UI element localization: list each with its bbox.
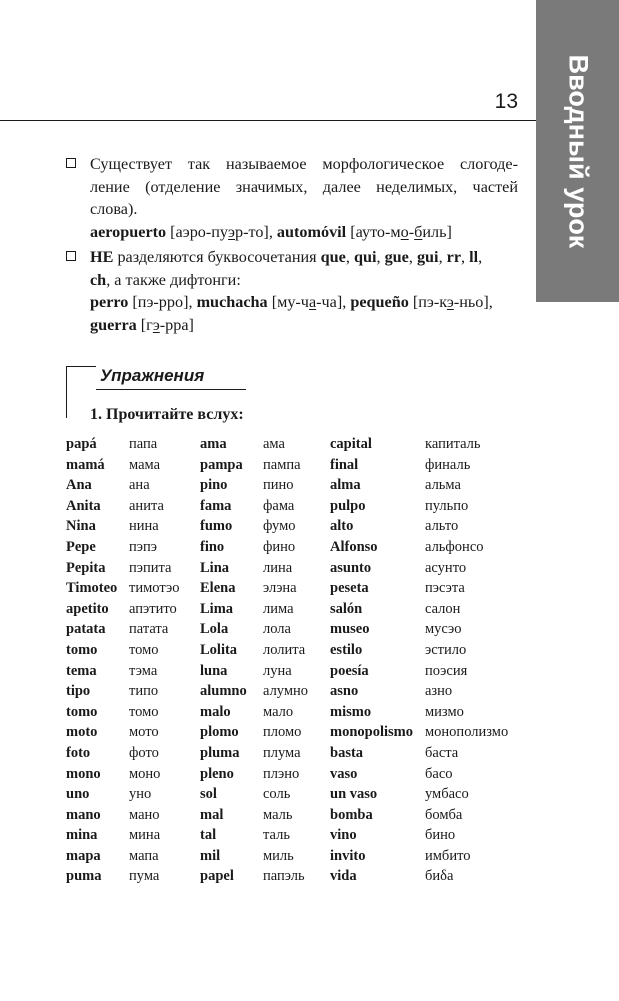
word-cell: азно [425,683,453,700]
side-tab-label-wrap [536,0,619,302]
word-cell: Lola [200,621,229,638]
letter-combo: ll [469,248,479,266]
word-cell: Pepita [66,559,106,576]
word-cell: лолита [263,641,306,658]
word-cell: final [330,456,359,473]
bullet2-line1: НЕ разделяются буквосочетания que, qui, gue, gui, rr, ll, [90,248,483,266]
word-cell: мина [129,827,161,844]
word-cell: патата [129,621,169,638]
word-cell: luna [200,662,228,679]
word-cell: тимотэо [129,580,180,597]
word-cell: mono [66,765,101,782]
stress-mark: э [228,222,235,241]
word-cell: мапа [129,847,159,864]
word-cell: салон [425,600,461,617]
word-column-1-russian [129,434,180,887]
word-cell: Nina [66,518,96,535]
word-column-3-russian [425,434,508,887]
word-cell: moto [66,724,98,741]
word-cell: tema [66,662,97,679]
word-cell: плэно [263,765,300,782]
word-cell: tipo [66,683,91,700]
word-cell: альфонсо [425,538,484,555]
word-cell: миль [263,847,294,864]
word-cell: un vaso [330,786,378,803]
word-cell: fama [200,497,232,514]
word-cell: имбито [425,847,471,864]
word-cell: тэма [129,662,158,679]
word-cell: мало [263,703,294,720]
word-cell: peseta [330,580,369,597]
word-column-2-spanish [200,434,247,887]
word-cell: alumno [200,683,247,700]
word-cell: vino [330,827,357,844]
letter-combo: ch [90,270,107,289]
word-cell: пампа [263,456,301,473]
word-cell: пума [129,868,160,885]
word-cell: асунто [425,559,467,576]
square-bullet-icon [66,251,76,261]
word-cell: asno [330,683,359,700]
word-cell: таль [263,827,290,844]
word-cell: пульпо [425,497,469,514]
word-cell: фино [263,538,296,555]
letter-combo: que [320,248,346,266]
stress-mark: о [400,222,409,241]
example-word: guerra [90,315,137,334]
transcription: [ауто-м [350,222,401,241]
stress-mark: э [152,315,160,334]
word-cell: финаль [425,456,471,473]
example-word: automóvil [276,222,347,241]
bullet-not-separated [66,246,518,336]
word-cell: моно [129,765,161,782]
word-cell: Elena [200,580,236,597]
bullet2-text: разделяются буквосочетания [117,248,317,266]
word-cell: элэна [263,580,297,597]
word-cell: basta [330,744,364,761]
word-cell: лима [263,600,294,617]
word-cell: лина [263,559,293,576]
word-cell: pampa [200,456,243,473]
stress-mark: а [308,293,317,311]
transcription: иль] [422,222,452,241]
word-cell: анита [129,497,164,514]
word-cell: Lima [200,600,234,617]
word-cell: маль [263,806,293,823]
bullet1-examples [90,221,518,244]
word-column-2-russian [263,434,308,887]
bullet-morphological [66,153,518,243]
word-cell: луна [263,662,292,679]
letter-combo: gui [416,248,439,266]
word-cell: vida [330,868,357,885]
word-cell: мизмо [425,703,464,720]
word-cell: нина [129,518,159,535]
word-cell: pluma [200,744,240,761]
word-cell: папа [129,436,158,452]
section-bracket-vertical [66,366,67,418]
word-cell: уно [129,786,152,803]
word-cell: tal [200,827,217,844]
transcription: [пэ-рро], [132,293,193,311]
word-cell: monopolismo [330,724,413,741]
transcription: р-то], [234,222,273,241]
word-cell: tomo [66,703,98,720]
page-number: 13 [494,90,518,113]
word-cell: museo [330,621,370,638]
transcription: [пэ-к [412,293,447,311]
word-cell: fino [200,538,225,555]
word-cell: poesía [330,662,369,679]
transcription: [аэро-пу [170,222,229,241]
word-cell: Lolita [200,641,238,658]
square-bullet-icon [66,158,76,168]
transcription: [му-ч [271,293,309,311]
word-cell: басо [425,765,453,782]
side-tab-label: Вводный урок [563,54,594,248]
word-cell: estilo [330,641,363,658]
word-cell: mal [200,806,224,823]
word-cell: plomo [200,724,239,741]
word-cell: mil [200,847,221,864]
word-cell: Ana [66,477,92,494]
bullet2-line2 [90,269,518,292]
word-cell: мано [129,806,160,823]
word-cell: апэтито [129,600,177,617]
word-column-3-spanish [330,434,413,887]
word-cell: Lina [200,559,230,576]
word-cell: pulpo [330,497,366,514]
word-cell: vaso [330,765,358,782]
word-cell: поэсия [425,662,468,679]
word-cell: ama [200,436,227,452]
word-cell: фама [263,497,295,514]
word-cell: mamá [66,456,105,473]
exercise-title: 1. Прочитайте вслух: [90,406,244,423]
bullet1-line3: слова). [90,200,138,218]
transcription: - [408,222,415,241]
word-cell: бино [425,827,456,844]
word-cell: типо [129,683,159,700]
word-cell: asunto [330,559,372,576]
word-cell: alma [330,477,361,494]
word-cell: papá [66,436,97,452]
word-cell: пэсэта [425,580,465,597]
word-cell: papel [200,868,234,885]
word-cell: mano [66,806,101,823]
word-cell: мама [129,456,161,473]
letter-combo: gue [384,248,409,266]
example-word: aeropuerto [90,222,167,241]
bullet2-line4 [90,314,518,337]
word-cell: puma [66,868,102,885]
word-cell: invito [330,847,366,864]
word-cell: эстило [425,641,467,658]
example-word: perro [90,293,129,311]
word-cell: альма [425,477,461,494]
letter-combo: qui [353,248,377,266]
example-word: pequeño [350,293,409,311]
word-cell: Timoteo [66,580,118,597]
bullet2-line3 [90,291,518,314]
word-cell: пэпэ [129,538,157,555]
word-cell: uno [66,786,90,803]
word-cell: salón [330,600,363,617]
word-cell: томо [129,641,159,658]
word-cell: умбасо [425,786,469,803]
word-cell: баста [425,744,459,761]
bullet1-line1: Существует так называемое морфологическое слогоде- [90,155,518,173]
section-underline [96,389,246,390]
word-cell: sol [200,786,217,803]
section-title: Упражнения [100,366,205,385]
word-cell: томо [129,703,159,720]
word-cell: alto [330,518,354,535]
transcription: [г [140,315,153,334]
stress-mark: э [446,293,454,311]
word-cell: фумо [263,518,296,535]
word-cell: ама [263,436,285,452]
stress-mark: б [414,222,423,241]
word-column-1-spanish [66,434,117,887]
word-cell: malo [200,703,231,720]
word-cell: мото [129,724,159,741]
word-cell: Pepe [66,538,96,555]
word-cell: пино [263,477,294,494]
word-cell: бомба [425,806,463,823]
bullet1-line2: ление (отделение значимых, далее неделимых, частей [90,177,518,196]
example-word: muchacha [196,293,268,311]
word-cell: ана [129,477,150,494]
word-cell: альто [425,518,459,535]
word-cell: Anita [66,497,101,514]
word-cell: pino [200,477,228,494]
transcription: -ча], [316,293,347,311]
section-bracket-horizontal [66,366,96,367]
emphasis: НЕ [90,248,114,266]
word-cell: монополизмо [425,724,509,741]
word-cell: foto [66,744,91,761]
word-cell: bomba [330,806,373,823]
word-cell: mapa [66,847,101,864]
word-cell: папэль [263,868,305,885]
word-cell: капиталь [425,436,481,452]
word-cell: пломо [263,724,302,741]
word-cell: fumo [200,518,233,535]
letter-combo: rr [446,248,462,266]
word-cell: capital [330,436,372,452]
transcription: -ньо], [453,293,493,311]
word-cell: mina [66,827,98,844]
word-cell: плума [263,744,301,761]
word-cell: mismo [330,703,372,720]
word-cell: tomo [66,641,98,658]
word-cell: фото [129,744,159,761]
word-cell: мусэо [425,621,462,638]
bullet2-text: , а также дифтонги: [106,270,241,289]
word-cell: pleno [200,765,234,782]
word-cell: пэпита [129,559,172,576]
word-cell: лола [263,621,291,638]
word-cell: биδа [425,868,454,885]
word-cell: соль [263,786,291,803]
word-cell: алумно [263,683,309,700]
word-cell: apetito [66,600,109,617]
header-rule [0,120,536,121]
word-cell: patata [66,621,106,638]
transcription: -рра] [159,315,194,334]
word-cell: Alfonso [330,538,378,555]
